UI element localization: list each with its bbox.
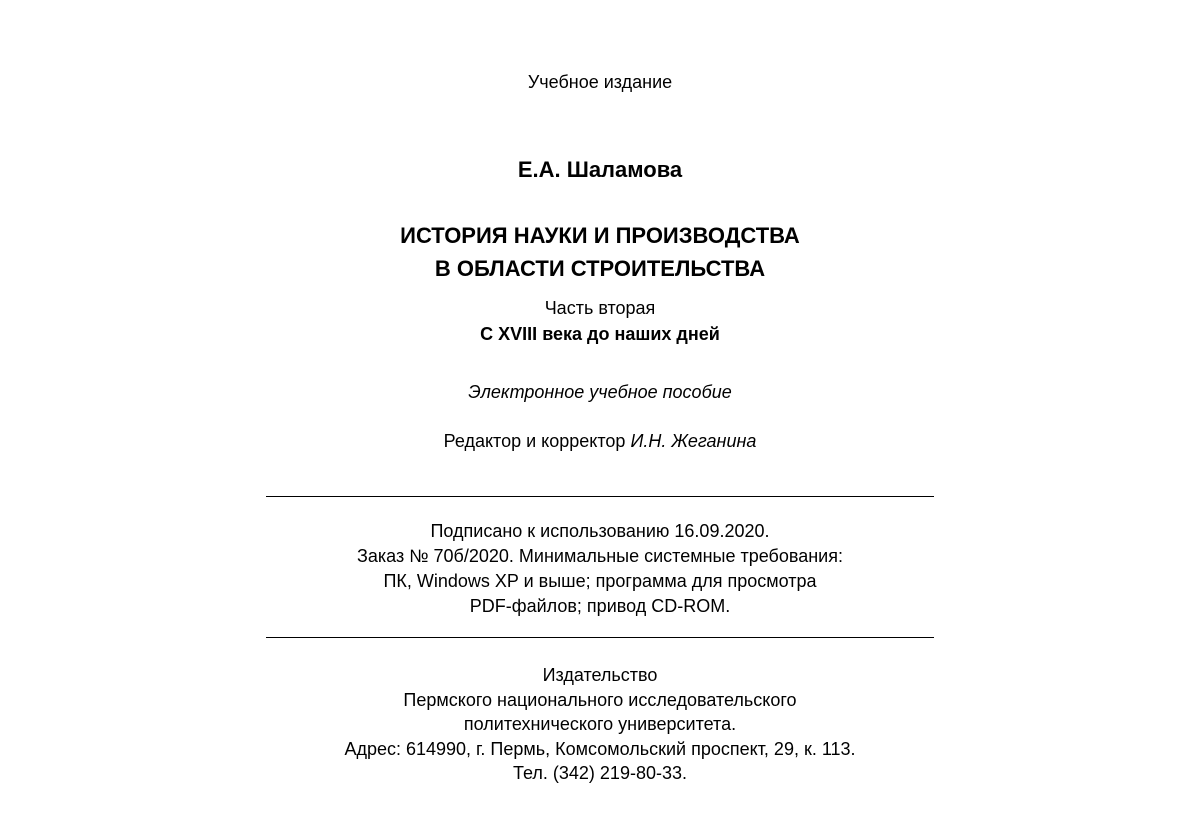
divider-bottom (266, 637, 934, 638)
publisher-address: Адрес: 614990, г. Пермь, Комсомольский проспект, 29, к. 113. (344, 739, 856, 759)
book-title-line: В ОБЛАСТИ СТРОИТЕЛЬСТВА (434, 256, 766, 281)
signing-line: ПК, Windows XP и выше; программа для просмотра (383, 571, 817, 591)
edition-type-label: Учебное издание (527, 72, 673, 92)
publisher-phone: Тел. (342) 219-80-33. (513, 763, 687, 783)
book-title-line: ИСТОРИЯ НАУКИ И ПРОИЗВОДСТВА (400, 223, 800, 248)
publisher-line: политехнического университета. (463, 714, 737, 734)
publisher-line: Пермского национального исследовательского (403, 690, 797, 710)
editor-name: И.Н. Жеганина (630, 431, 757, 451)
signing-line: Подписано к использованию 16.09.2020. (430, 521, 770, 541)
editor-credit (0, 432, 1200, 450)
divider-top (266, 496, 934, 497)
publisher-line: Издательство (542, 665, 658, 685)
publication-kind: Электронное учебное пособие (468, 382, 732, 402)
author-name: Е.А. Шаламова (517, 157, 683, 182)
book-subtitle: С XVIII века до наших дней (480, 324, 720, 344)
part-label: Часть вторая (544, 298, 656, 318)
signing-line: PDF-файлов; привод CD-ROM. (469, 596, 731, 616)
signing-line: Заказ № 70б/2020. Минимальные системные требования: (357, 546, 843, 566)
editor-label: Редактор и корректор (443, 431, 626, 451)
